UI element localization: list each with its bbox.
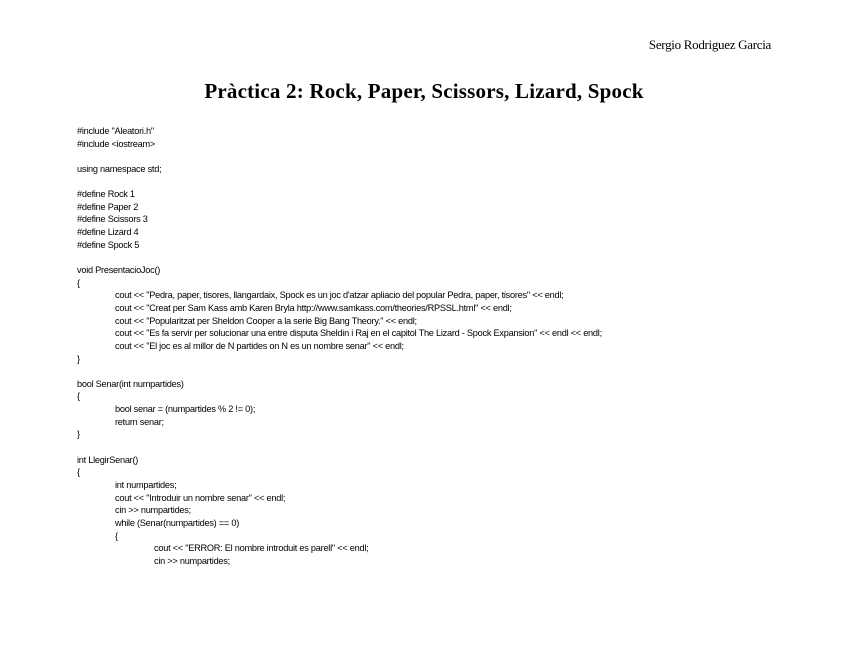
code-line	[77, 251, 817, 264]
code-line: cout << "El joc es al millor de N partides on N es un nombre senar" << endl;	[115, 340, 404, 351]
code-line	[77, 365, 817, 378]
code-line: #define Lizard 4	[77, 227, 139, 238]
code-line: #define Paper 2	[77, 201, 139, 212]
code-line: cin >> numpartides;	[115, 505, 191, 516]
code-line: #define Spock 5	[77, 239, 140, 250]
code-line: cout << "Creat per Sam Kass amb Karen Bryla http://www.samkass.com/theories/RPSSL.html" << endl;	[115, 302, 512, 313]
code-line	[77, 441, 817, 454]
author-name: Sergio Rodriguez Garcia	[648, 37, 771, 52]
code-line: #include <iostream>	[77, 138, 155, 149]
code-line: int numpartides;	[115, 479, 177, 490]
code-line	[77, 150, 817, 163]
code-line: {	[115, 530, 118, 541]
code-line: int LlegirSenar()	[77, 454, 139, 465]
code-line: {	[77, 391, 80, 402]
code-line	[77, 176, 817, 189]
code-line: {	[77, 277, 80, 288]
code-line: bool senar = (numpartides % 2 != 0);	[115, 404, 256, 415]
code-line: #define Scissors 3	[77, 214, 148, 225]
code-line: return senar;	[115, 416, 164, 427]
code-line: using namespace std;	[77, 163, 162, 174]
code-line: void PresentacioJoc()	[77, 265, 161, 276]
code-line: #define Rock 1	[77, 189, 135, 200]
code-line: {	[77, 467, 80, 478]
code-line: cout << "ERROR: El nombre introduit es parell" << endl;	[154, 543, 369, 554]
code-line: while (Senar(numpartides) == 0)	[115, 517, 239, 528]
code-line: cin >> numpartides;	[154, 555, 230, 566]
code-line: }	[77, 429, 80, 440]
code-line: cout << "Es fa servir per solucionar una entre disputa Sheldin i Raj en el capitol The Lizard - Spock Expansion" << endl << endl;	[115, 328, 602, 339]
document-title: Pràctica 2: Rock, Paper, Scissors, Lizard, Spock	[204, 79, 644, 103]
code-line: cout << "Popularitzat per Sheldon Cooper a la serie Big Bang Theory." << endl;	[115, 315, 417, 326]
code-line: cout << "Introduir un nombre senar" << endl;	[115, 492, 286, 503]
code-line: cout << "Pedra, paper, tisores, llangardaix, Spock es un joc d'atzar apliacio del popular Pedra, paper, tisores" << endl;	[115, 290, 564, 301]
code-line: }	[77, 353, 80, 364]
code-line: #include "Aleatori.h"	[77, 126, 154, 136]
code-line: bool Senar(int numpartides)	[77, 378, 184, 389]
code-listing	[77, 125, 817, 567]
